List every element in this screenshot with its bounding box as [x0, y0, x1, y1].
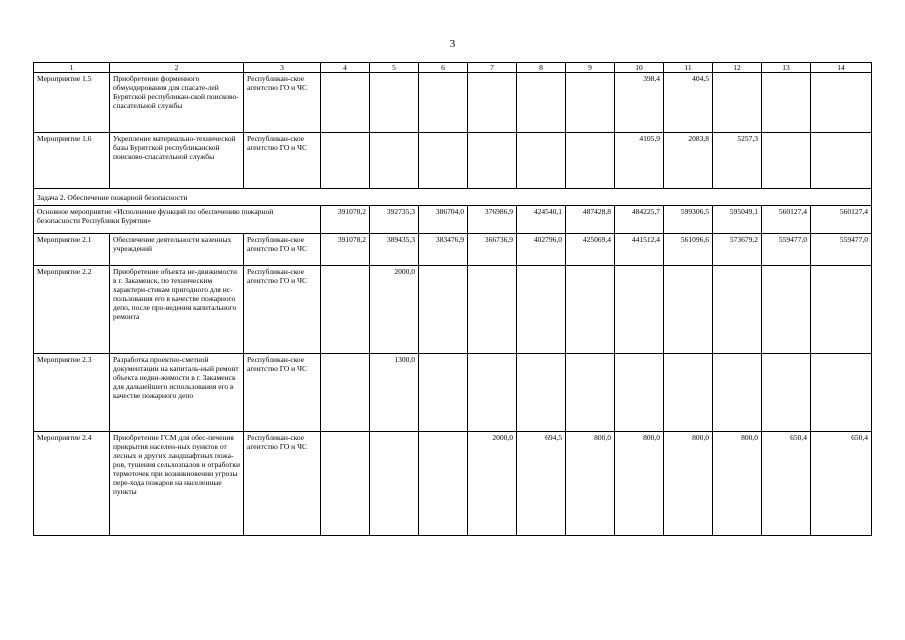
value-cell: 561096,6	[664, 234, 713, 266]
event-description: Разработка проектно-сметной документации на капиталь-ный ремонт объекта недви-жимости в г. Закаменск для дальнейшего использования его в качестве пожарного депо	[110, 354, 244, 432]
event-description: Укрепление материально-технической базы Бурятской республиканской поисково-спасательной службы	[110, 133, 244, 189]
column-header-12: 12	[713, 63, 762, 73]
event-description: Приобретение форменного обмундирования для спасате-лей Бурятской республикан-ской поисково-спасательной службы	[110, 73, 244, 133]
value-cell: 650,4	[811, 432, 872, 536]
column-header-13: 13	[762, 63, 811, 73]
table-row	[34, 189, 872, 206]
event-executor: Республикан-ское агентство ГО и ЧС	[244, 73, 321, 133]
value-cell: 366736,9	[468, 234, 517, 266]
column-header-6: 6	[419, 63, 468, 73]
value-cell	[468, 73, 517, 133]
column-header-10: 10	[615, 63, 664, 73]
value-cell: 376986,9	[468, 206, 517, 234]
column-header-14: 14	[811, 63, 872, 73]
value-cell	[419, 432, 468, 536]
value-cell: 389435,3	[370, 234, 419, 266]
value-cell: 1300,0	[370, 354, 419, 432]
value-cell: 800,0	[615, 432, 664, 536]
value-cell	[517, 73, 566, 133]
value-cell	[321, 432, 370, 536]
value-cell	[566, 354, 615, 432]
value-cell	[566, 133, 615, 189]
value-cell	[419, 266, 468, 354]
table-row	[34, 206, 872, 234]
table-row	[34, 432, 872, 536]
value-cell: 398,4	[615, 73, 664, 133]
table-row	[34, 133, 872, 189]
table-row	[34, 73, 872, 133]
value-cell	[419, 133, 468, 189]
value-cell	[713, 266, 762, 354]
value-cell	[566, 73, 615, 133]
column-header-9: 9	[566, 63, 615, 73]
value-cell	[713, 73, 762, 133]
value-cell: 2000,0	[468, 432, 517, 536]
value-cell: 383476,9	[419, 234, 468, 266]
column-header-8: 8	[517, 63, 566, 73]
value-cell: 559477,0	[762, 234, 811, 266]
value-cell	[517, 354, 566, 432]
value-cell	[811, 354, 872, 432]
event-code: Мероприятие 1.5	[34, 73, 110, 133]
event-code: Мероприятие 2.3	[34, 354, 110, 432]
event-executor: Республикан-ское агентство ГО и ЧС	[244, 133, 321, 189]
value-cell	[713, 354, 762, 432]
table-row	[34, 354, 872, 432]
event-description: Приобретение ГСМ для обес-печения прикрытия населен-ных пунктов от лесных и других ландшафтных пожа-ров, тушения сельхозпалов и отработки термоточек при возникновении угрозы пере-хода пожаров на населенные пункты	[110, 432, 244, 536]
event-executor: Республикан-ское агентство ГО и ЧС	[244, 354, 321, 432]
value-cell	[566, 266, 615, 354]
main-event-name: Основное мероприятие «Исполнение функций по обеспечению пожарной безопасности Республики Бурятия»	[34, 206, 321, 234]
value-cell: 424540,1	[517, 206, 566, 234]
value-cell	[370, 133, 419, 189]
value-cell: 386704,0	[419, 206, 468, 234]
column-header-11: 11	[664, 63, 713, 73]
value-cell: 595049,1	[713, 206, 762, 234]
budget-table	[33, 62, 872, 536]
value-cell: 404,5	[664, 73, 713, 133]
value-cell: 391078,2	[321, 234, 370, 266]
value-cell	[615, 266, 664, 354]
event-executor: Республикан-ское агентство ГО и ЧС	[244, 432, 321, 536]
event-code: Мероприятие 2.1	[34, 234, 110, 266]
value-cell: 402796,0	[517, 234, 566, 266]
event-executor: Республикан-ское агентство ГО и ЧС	[244, 234, 321, 266]
value-cell	[762, 266, 811, 354]
value-cell	[468, 266, 517, 354]
value-cell: 560127,4	[811, 206, 872, 234]
value-cell	[321, 133, 370, 189]
value-cell	[321, 266, 370, 354]
value-cell	[762, 133, 811, 189]
task-heading: Задача 2. Обеспечение пожарной безопасности	[34, 189, 872, 206]
value-cell	[370, 432, 419, 536]
column-header-1: 1	[34, 63, 110, 73]
value-cell: 650,4	[762, 432, 811, 536]
value-cell	[321, 73, 370, 133]
value-cell	[517, 133, 566, 189]
page-number: 3	[449, 38, 456, 50]
table-row	[34, 266, 872, 354]
value-cell	[664, 266, 713, 354]
value-cell	[321, 354, 370, 432]
value-cell: 487428,8	[566, 206, 615, 234]
value-cell	[419, 73, 468, 133]
value-cell	[762, 354, 811, 432]
value-cell: 484225,7	[615, 206, 664, 234]
value-cell: 5257,3	[713, 133, 762, 189]
value-cell: 4105,9	[615, 133, 664, 189]
value-cell: 560127,4	[762, 206, 811, 234]
event-code: Мероприятие 1.6	[34, 133, 110, 189]
column-header-5: 5	[370, 63, 419, 73]
table-row	[34, 234, 872, 266]
value-cell	[811, 73, 872, 133]
value-cell: 2083,8	[664, 133, 713, 189]
column-header-4: 4	[321, 63, 370, 73]
value-cell	[517, 266, 566, 354]
event-code: Мероприятие 2.4	[34, 432, 110, 536]
value-cell	[468, 133, 517, 189]
event-executor: Республикан-ское агентство ГО и ЧС	[244, 266, 321, 354]
value-cell: 425069,4	[566, 234, 615, 266]
value-cell	[615, 354, 664, 432]
value-cell: 391078,2	[321, 206, 370, 234]
column-header-3: 3	[244, 63, 321, 73]
value-cell: 392735,3	[370, 206, 419, 234]
event-description: Обеспечение деятельности казенных учреждений	[110, 234, 244, 266]
value-cell	[468, 354, 517, 432]
value-cell	[811, 133, 872, 189]
value-cell: 441512,4	[615, 234, 664, 266]
event-description: Приобретение объекта не-движимости в г. Закаменск, по техническим характери-стикам пригодного для ис-пользования его в качестве пожарного депо, после про-ведения капитального ремонта	[110, 266, 244, 354]
column-header-2: 2	[110, 63, 244, 73]
value-cell	[419, 354, 468, 432]
value-cell: 2000,0	[370, 266, 419, 354]
value-cell: 573679,2	[713, 234, 762, 266]
value-cell: 559477,0	[811, 234, 872, 266]
value-cell	[664, 354, 713, 432]
value-cell	[762, 73, 811, 133]
value-cell: 800,0	[566, 432, 615, 536]
value-cell	[811, 266, 872, 354]
value-cell: 800,0	[713, 432, 762, 536]
value-cell: 599306,5	[664, 206, 713, 234]
value-cell: 800,0	[664, 432, 713, 536]
column-header-7: 7	[468, 63, 517, 73]
value-cell: 694,5	[517, 432, 566, 536]
value-cell	[370, 73, 419, 133]
header-row	[34, 63, 872, 73]
event-code: Мероприятие 2.2	[34, 266, 110, 354]
